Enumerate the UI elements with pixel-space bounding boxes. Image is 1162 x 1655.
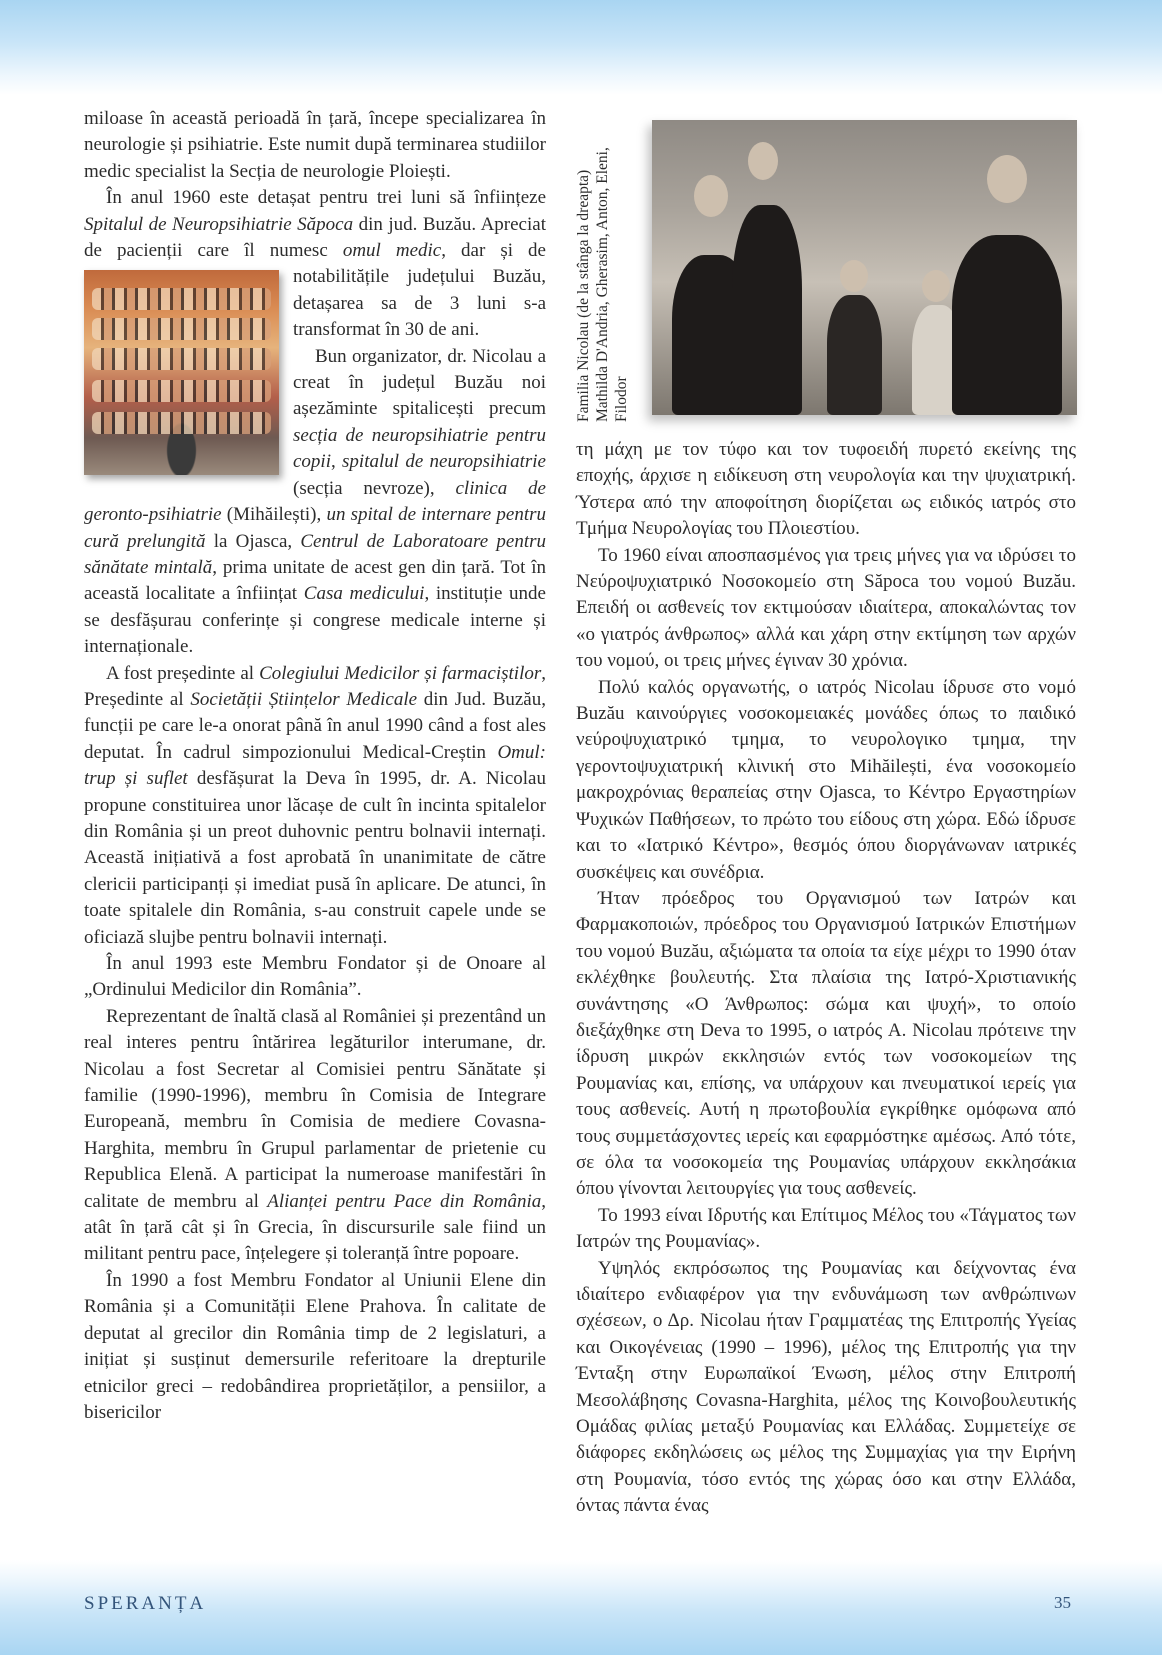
paragraph-text: În 1990 a fost Membru Fondator al Uniunii Elene din România și a Comunității Elene Prahova. În calitate de deputat al grecilor din România timp de 2 legislaturi, a inițiat și susținut demersurile referitoare la drepturile etnicilor greci – redobândirea proprietăților, a pensiilor, a bisericilor	[84, 1269, 546, 1423]
italic-text: Casa medicului	[303, 583, 425, 605]
paragraph: Πολύ καλός οργανωτής, ο ιατρός Nicolau ίδρυσε στο νομό Buzău καινούργιες νοσοκομειακές μονάδες όπως το παιδικό νεύροψυχιατρικό τμημα, το νευρολογικο τμημα, την γεροντοψυχιατρική κλινική στο Mihăilești, ένα νοσοκομείο μακροχρόνιας θεραπείας στην Ojasca, το Κέντρο Εργαστηρίων Ψυχικών Παθήσεων, το πρώτο του είδους στη χώρα. Εδώ ίδρυσε και το «Ιατρικό Κέντρο», θεσμός όπου διοργάνωναν ιατρικές συσκέψεις και συνέδρια.	[576, 676, 1076, 883]
paragraph	[84, 106, 546, 185]
italic-text: Centrul de Laboratoare pentru sănătate mintală	[84, 530, 546, 578]
paragraph-text: A fost președinte al	[106, 662, 260, 684]
paragraph-text: Bun organizator, dr. Nicolau a creat în județul Buzău noi așezăminte spitalicești precum	[293, 345, 546, 420]
footer-title: SPERANȚA	[84, 1593, 207, 1614]
paragraph: τη μάχη με τον τύφο και τον τυφοειδή πυρετό εκείνης της εποχής, άρχισε η ειδίκευση στη νευρολογία και την ψυχιατρική. Ύστερα από την αποφοίτηση διορίζεται ως ειδικός ιατρός στο Τμήμα Νευρολογίας του Πλοιεστίου.	[576, 439, 1076, 540]
italic-text: Colegiului Medicilor și farmaciștilor	[259, 662, 542, 684]
paragraph	[84, 951, 546, 1004]
paragraph-text: În anul 1960 este detașat pentru trei luni să înființeze	[106, 187, 546, 209]
paragraph: Υψηλός εκπρόσωπος της Ρουμανίας και δείχνοντας ένα ιδιαίτερο ενδιαφέρον για την ενδυνάμωση των ανθρώπινων σχέσεων, ο Δρ. Nicolau ήταν Γραμματέας της Επιτροπής Υγείας και Οικογένειας (1990 – 1996), μέλος της Επιτροπής για την Ένταξη στην Ευρωπαϊκοί Ένωση, μέλος στην Επιτροπή Μεσολάβησης Covasna-Harghita, μέλος της Κοινοβουλευτικής Ομάδας φιλίας μεταξύ Ρουμανίας και Ελλάδας. Συμμετείχε σε διάφορες εκδηλώσεις ως μέλος της Συμμαχίας για την Ειρήνη στη Ρουμανία, τόσο εντός της χώρας όσο και στην Ελλάδα, όντας πάντα ένας	[576, 1257, 1076, 1517]
right-text-column	[576, 437, 1076, 1520]
paragraph	[84, 661, 546, 951]
italic-text: un spital de internare pentru cură prelungită	[84, 504, 547, 552]
paragraph: Ήταν πρόεδρος του Οργανισμού των Ιατρών και Φαρμακοποιών, πρόεδρος του Οργανισμού Ιατρικών Επιστήμων του νομού Buzău, αξιώματα τα οποία τα είχε μέχρι το 1990 όταν εκλέχθηκε βουλευτής. Στα πλαίσια της Ιατρό-Χριστιανικής συνάντησης «Ο Άνθρωπος: σώμα και ψυχή», το οποίο διεξάχθηκε στη Deva το 1995, ο ιατρός A. Nicolau πρότεινε την ίδρυση μικρών εκκλησιών εντός των νοσοκομείων της Ρουμανίας και, επίσης, να υπάρχουν και πνευματικοί ιερείς για τους ασθενείς. Αυτή η πρωτοβουλία εγκρίθηκε ομόφωνα από τους συμμετάσχοντες ιερείς και εφαρμόστηκε αμέσως. Από τότε, σε όλα τα νοσοκομεία της Ρουμανίας υπάρχουν εκκλησάκια όπου γίνονται λειτουργίες για τους ασθενείς.	[576, 887, 1076, 1200]
italic-text: spitalul de neuropsihiatrie	[342, 451, 546, 473]
paragraph-text: , dar și de notabilitățile județului Buzău, detașarea sa de 3 luni s-a transformat în 30 de ani.	[293, 240, 546, 341]
paragraph-text: din Jud. Buzău, funcții pe care le-a onorat până în anul 1990 când a fost ales deputat. În cadrul simpozionului Medical-Creștin	[84, 688, 546, 763]
paragraph-text: (Mihăilești),	[221, 504, 327, 526]
group-photo	[84, 270, 279, 475]
paragraph-text: În anul 1993 este Membru Fondator și de Onoare al „Ordinului Medicilor din România”.	[84, 953, 546, 1001]
italic-text: Spitalul de Neuropsihiatrie Săpoca	[84, 213, 354, 235]
photo-caption-text: Familia Nicolau (de la stânga la dreapta) Mathilda D'Andria, Gherasim, Anton, Eleni, Filodor	[575, 147, 630, 422]
left-text-column	[84, 106, 546, 1426]
paragraph-text: , instituție unde se desfășurau conferințe și congrese medicale interne și internaționale.	[84, 583, 546, 658]
paragraph	[84, 1268, 546, 1426]
paragraph-text: , Președinte al	[84, 662, 546, 710]
paragraph	[84, 185, 546, 343]
italic-text: secția de neuropsihiatrie pentru copii	[293, 424, 546, 473]
paragraph: Το 1993 είναι Ιδρυτής και Επίτιμος Μέλος του «Τάγματος των Ιατρών της Ρουμανίας».	[576, 1204, 1076, 1253]
paragraph-text: ,	[331, 451, 343, 473]
family-photo	[652, 120, 1077, 415]
italic-text: Alianței pentru Pace din România	[267, 1190, 542, 1212]
paragraph-text: miloase în această perioadă în țară, începe specializarea în neurologie și psihiatrie. Este numit după terminarea studiilor medic specialist la Secția de neurologie Ploiești.	[84, 108, 546, 182]
paragraph: Το 1960 είναι αποσπασμένος για τρεις μήνες για να ιδρύσει το Νεύροψυχιατρικό Νοσοκομείο στη Săpoca του νομού Buzău. Επειδή οι ασθενείς τον εκτιμούσαν ιδιαίτερα, αποκαλώντας τον «ο γιατρός άνθρωπος» αλλά και χάρη στην εκτίμηση των αρχών του νομού, οι τρεις μήνες έγιναν 30 χρόνια.	[576, 544, 1076, 672]
top-decorative-band	[0, 0, 1162, 95]
paragraph-text: Reprezentant de înaltă clasă al României și prezentând un real interes pentru întărirea legăturilor interumane, dr. Nicolau a fost Secretar al Comisiei pentru Sănătate și familie (1990-1996), membru în Comisia de Integrare Europeană, membru în Comisia de mediere Covasna-Harghita, membru în Grupul parlamentar de prietenie cu Republica Elenă. A participat la numeroase manifestări în calitate de membru al	[84, 1005, 546, 1212]
paragraph-text: la Ojasca,	[205, 530, 301, 552]
paragraph	[84, 1004, 546, 1268]
paragraph-text: desfășurat la Deva în 1995, dr. A. Nicolau propune constituirea unor lăcașe de cult în incinta spitalelor din România și un preot duhovnic pentru bolnavii internați. Această inițiativă a fost aprobată în unanimitate de către clericii participanți și imediat pusă în aplicare. De atunci, în toate spitalele din România, s-au construit capele unde se oficiază slujbe pentru bolnavii internați.	[84, 768, 546, 948]
page-number: 35	[1054, 1593, 1071, 1612]
paragraph-text: (secția nevroze),	[293, 477, 456, 499]
italic-text: Societății Științelor Medicale	[190, 688, 418, 710]
italic-text: clinica de geronto-psihiatrie	[84, 477, 546, 526]
paragraph-text: din jud. Buzău. Apreciat de pacienții care îl numesc	[84, 213, 546, 262]
italic-text: Omul: trup și suflet	[84, 741, 546, 790]
photo-caption	[574, 112, 644, 422]
italic-text: omul medic	[342, 240, 442, 262]
paragraph-text: , prima unitate de acest gen din țară. Tot în această localitate a înființat	[84, 556, 546, 605]
paragraph-text: , atât în țară cât și în Grecia, în discursurile sale fiind un militant pentru pace, înțelegere și toleranță între popoare.	[84, 1190, 546, 1265]
